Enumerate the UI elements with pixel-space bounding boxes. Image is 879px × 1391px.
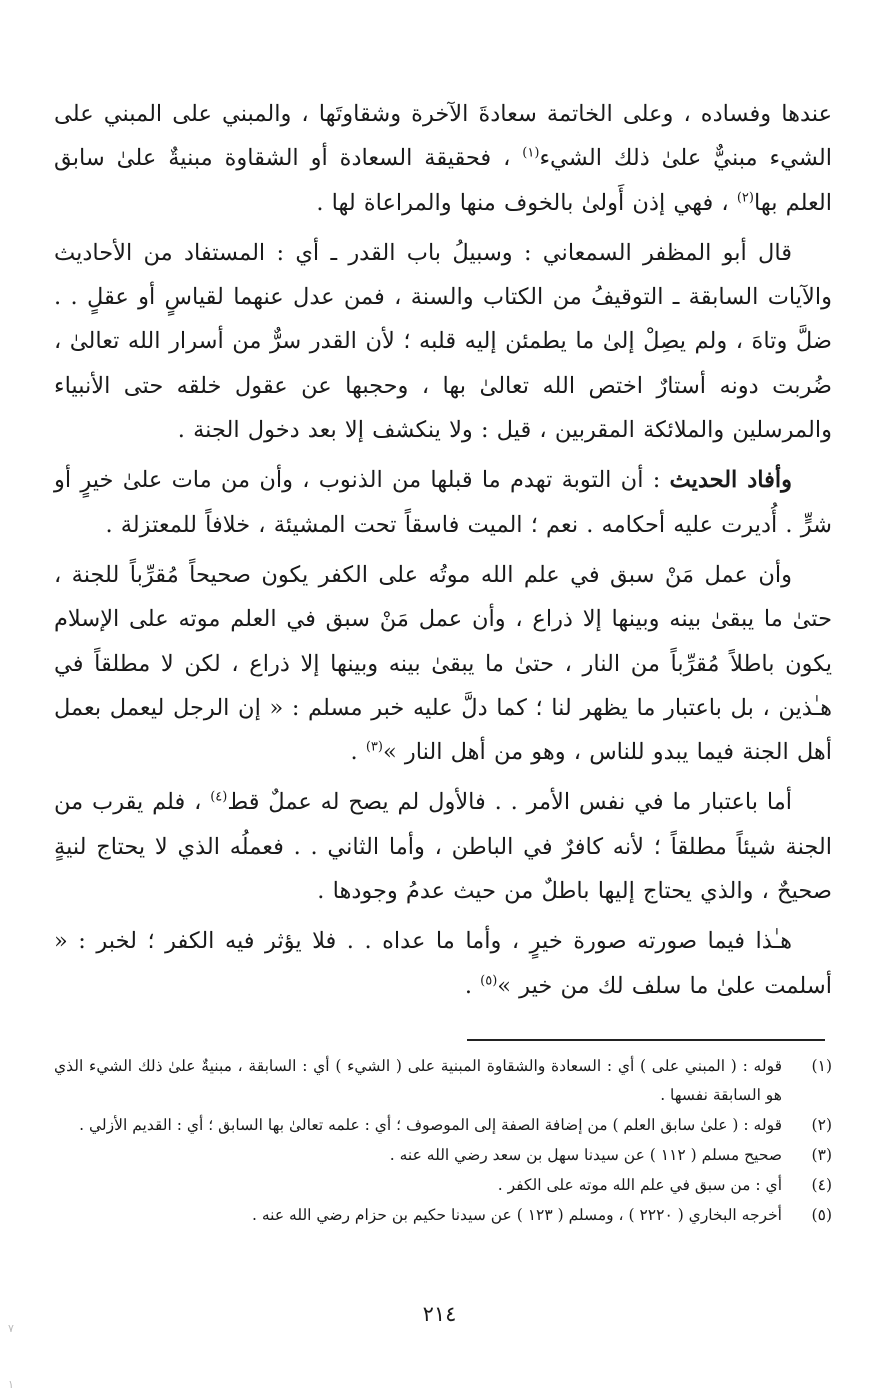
footnote-3 <box>54 1141 832 1170</box>
page-body <box>54 92 832 1014</box>
paragraph-3 <box>54 458 832 547</box>
margin-mark: ٧ <box>8 1322 14 1335</box>
paragraph-4 <box>54 553 832 774</box>
paragraph-3-colon: : <box>643 467 670 494</box>
footnote-ref-5: (٥) <box>480 973 498 989</box>
paragraph-2 <box>54 231 832 452</box>
footnote-text: أخرجه البخاري ( ٢٢٢٠ ) ، ومسلم ( ١٢٣ ) عن سيدنا حكيم بن حزام رضي الله عنه . <box>252 1206 782 1224</box>
paragraph-5 <box>54 780 832 913</box>
paragraph-6-text: هـٰذا فيما صورته صورة خيرٍ ، وأما ما عداه . . فلا يؤثر فيه الكفر ؛ لخبر : « أسلمت علىٰ ما سلف لك من خير » <box>54 928 832 999</box>
footnote-1 <box>54 1052 832 1110</box>
footnote-ref-3: (٣) <box>365 739 383 755</box>
paragraph-1 <box>54 92 832 225</box>
paragraph-3-text: أن التوبة تهدم ما قبلها من الذنوب ، وأن من مات علىٰ خيرٍ أو شرٍّ . أُديرت عليه أحكامه . نعم ؛ الميت فاسقاً تحت المشيئة ، خلافاً للمعتزلة . <box>54 467 832 538</box>
paragraph-4-period: . <box>350 739 366 766</box>
footnotes <box>54 1052 832 1231</box>
footnote-5 <box>54 1201 832 1230</box>
footnote-ref-2: (٢) <box>736 190 754 206</box>
footnote-text: أي : من سبق في علم الله موته على الكفر . <box>497 1176 782 1194</box>
footnote-number: (٣) <box>811 1146 832 1164</box>
paragraph-2-text: قال أبو المظفر السمعاني : وسبيلُ باب القدر ـ أي : المستفاد من الأحاديث والآيات السابقة ـ التوقيفُ من الكتاب والسنة ، فمن عدل عنهما لقياسٍ أو عقلٍ . . ضلَّ وتاهَ ، ولم يصِلْ إلىٰ ما يطمئن إليه قلبه ؛ لأن القدر سرٌّ من أسرار الله تعالىٰ ، ضُربت دونه أستارٌ اختص الله تعالىٰ بها ، وحجبها عن عقول خلقه حتى الأنبياء والمرسلين والملائكة المقربين ، قيل : ولا ينكشف إلا بعد دخول الجنة . <box>54 239 832 444</box>
footnote-ref-1: (١) <box>522 145 540 161</box>
footnote-number: (٥) <box>811 1206 832 1224</box>
paragraph-1-mid: ، فحقيقة السعادة أو الشقاوة مبنيةٌ علىٰ سابق العلم بها <box>54 145 832 216</box>
paragraph-1-text: عندها وفساده ، وعلى الخاتمة سعادةَ الآخرة وشقاوتَها ، والمبني على المبني على الشيء مبنيٌّ علىٰ ذلك الشيء <box>54 101 833 172</box>
paragraph-3-lead: وأفاد الحديث <box>669 467 792 494</box>
margin-mark: ١ <box>8 1378 14 1391</box>
paragraph-5-end: ، فلم يقرب من الجنة شيئاً مطلقاً ؛ لأنه كافرٌ في الباطن ، وأما الثاني . . فعملُه الذي لا يحتاج لنيةٍ صحيحٌ ، والذي يحتاج إليها باطلٌ من حيث عدمُ وجودها . <box>54 789 832 905</box>
paragraph-5-text: أما باعتبار ما في نفس الأمر . . فالأول لم يصح له عملٌ قط <box>227 789 793 816</box>
paragraph-6 <box>54 919 832 1008</box>
footnote-ref-4: (٤) <box>210 789 228 805</box>
footnote-number: (١) <box>811 1057 832 1075</box>
footnote-4 <box>54 1171 832 1200</box>
footnote-text: قوله : ( علىٰ سابق العلم ) من إضافة الصفة إلى الموصوف ؛ أي : علمه تعالىٰ بها السابق ؛ أي : القديم الأزلي . <box>79 1116 782 1134</box>
footnote-text: قوله : ( المبني على ) أي : السعادة والشقاوة المبنية على ( الشيء ) أي : السابقة ، مبنيةٌ علىٰ ذلك الشيء الذي هو السابقة نفسها . <box>54 1057 782 1104</box>
paragraph-1-end: ، فهي إذن أَولىٰ بالخوف منها والمراعاة لها . <box>316 189 729 216</box>
footnote-number: (٢) <box>811 1116 832 1134</box>
paragraph-6-period: . <box>464 972 481 999</box>
page-number: ٢١٤ <box>422 1302 457 1326</box>
paragraph-4-text: وأن عمل مَنْ سبق في علم الله موتُه على الكفر يكون صحيحاً مُقرِّباً للجنة ، حتىٰ ما يبقىٰ بينه وبينها إلا ذراع ، وأن عمل مَنْ سبق في العلم موته على الإسلام يكون باطلاً مُقرِّباً من النار ، حتىٰ ما يبقىٰ بينه وبينها إلا ذراع ، لكن لا مطلقاً في هـٰذين ، بل باعتبار ما يظهر لنا ؛ كما دلَّ عليه خبر مسلم : « إن الرجل ليعمل بعمل أهل الجنة فيما يبدو للناس ، وهو من أهل النار » <box>54 561 832 766</box>
footnote-text: صحيح مسلم ( ١١٢ ) عن سيدنا سهل بن سعد رضي الله عنه . <box>389 1146 782 1164</box>
footnote-number: (٤) <box>811 1176 832 1194</box>
footnote-divider <box>467 1039 825 1041</box>
footnote-2 <box>54 1111 832 1140</box>
